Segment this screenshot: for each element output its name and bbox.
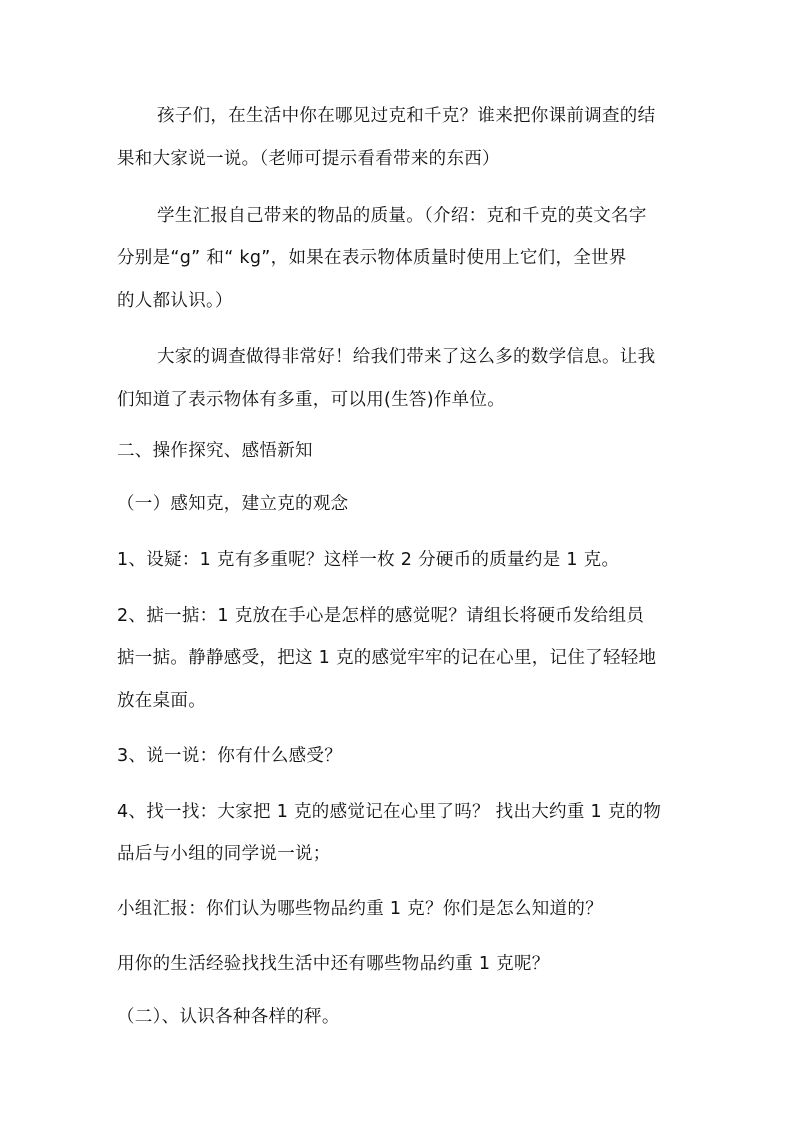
subsection-heading: （二）、认识各种各样的秤。 <box>117 1007 340 1027</box>
text-line: 放在桌面。 <box>117 691 206 711</box>
subsection-heading: （一）感知克，建立克的观念 <box>117 494 349 514</box>
text-line: 小组汇报：你们认为哪些物品约重 1 克？你们是怎么知道的？ <box>117 899 603 919</box>
text-line: 大家的调查做得非常好！给我们带来了这么多的数学信息。让我 <box>157 347 656 367</box>
text-line: 的人都认识。） <box>117 291 233 311</box>
text-line: 2、掂一掂：1 克放在手心是怎样的感觉呢？请组长将硬币发给组员 <box>117 606 645 626</box>
section-heading: 二、操作探究、感悟新知 <box>117 441 313 461</box>
text-line: 用你的生活经验找找生活中还有哪些物品约重 1 克呢？ <box>117 954 550 974</box>
text-line: 们知道了表示物体有多重，可以用(生答)作单位。 <box>117 390 506 410</box>
text-line: 掂一掂。静静感受，把这 1 克的感觉牢牢的记在心里，记住了轻轻地 <box>117 648 657 668</box>
text-line: 4、找一找：大家把 1 克的感觉记在心里了吗？ 找出大约重 1 克的物 <box>117 802 662 822</box>
text-line: 果和大家说一说。（老师可提示看看带来的东西） <box>117 149 500 169</box>
text-line: 孩子们，在生活中你在哪见过克和千克？谁来把你课前调查的结 <box>157 106 656 126</box>
text-line: 分别是“g” 和“ kg”，如果在表示物体质量时使用上它们，全世界 <box>117 248 627 268</box>
text-line: 3、说一说：你有什么感受？ <box>117 746 343 766</box>
text-line: 1、设疑：1 克有多重呢？这样一枚 2 分硬币的质量约是 1 克。 <box>117 550 620 570</box>
text-line: 学生汇报自己带来的物品的质量。（介绍：克和千克的英文名字 <box>157 206 647 226</box>
text-line: 品后与小组的同学说一说； <box>117 844 331 864</box>
